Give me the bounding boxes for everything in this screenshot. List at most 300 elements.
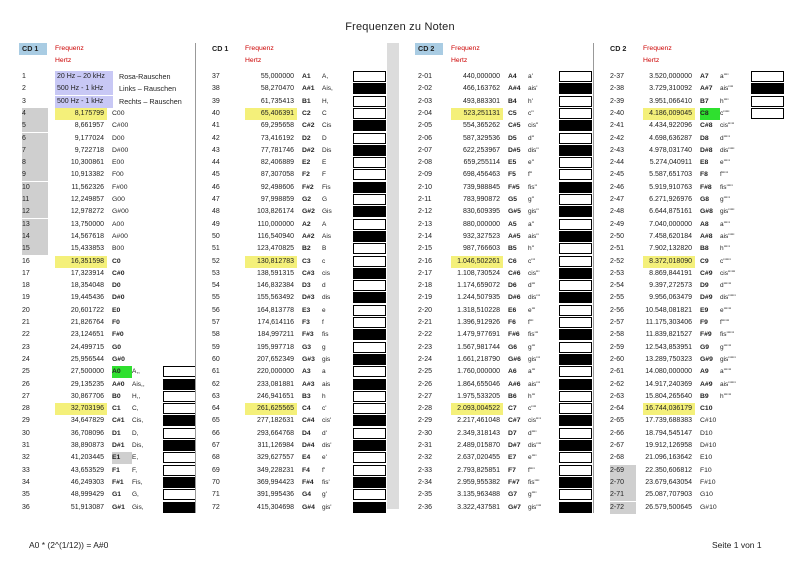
table-row <box>209 366 389 378</box>
frequency-value: 3.135,963488 <box>457 491 500 499</box>
track-number: 2-66 <box>610 429 625 437</box>
table-row <box>607 452 787 464</box>
table-row <box>415 83 595 95</box>
note-name: B4 <box>508 97 517 105</box>
column-divider <box>195 43 196 513</box>
table-row <box>607 133 787 145</box>
frequency-value: 13,750000 <box>70 220 104 228</box>
track-number: 63 <box>212 392 220 400</box>
white-piano-key <box>353 428 386 439</box>
frequency-value: 25,956544 <box>70 355 104 363</box>
track-number: 2-24 <box>418 355 433 363</box>
note-name: C#3 <box>302 269 315 277</box>
white-piano-key <box>559 256 592 267</box>
table-row <box>209 342 389 354</box>
table-row <box>209 194 389 206</box>
frequency-value: 9.956,063479 <box>649 294 692 302</box>
table-row <box>415 305 595 317</box>
track-number: 62 <box>212 380 220 388</box>
track-number: 43 <box>212 146 220 154</box>
note-name: D#10 <box>700 442 717 449</box>
black-piano-key <box>559 145 592 156</box>
table-row <box>607 354 787 366</box>
white-piano-key <box>353 71 386 82</box>
frequency-value: 14.080,000000 <box>645 368 692 376</box>
note-name: A#7 <box>700 85 713 93</box>
german-note-label: Ais <box>322 232 332 240</box>
cd-header: CD 2 <box>610 44 627 53</box>
track-number: 2-35 <box>418 491 433 499</box>
german-note-label: Fis, <box>132 478 143 486</box>
track-number: 1 <box>22 73 26 80</box>
german-note-label: Dis <box>322 146 332 154</box>
track-number: 50 <box>212 232 220 240</box>
frequency-value: 13.289,750323 <box>645 355 692 363</box>
german-note-label: d''''' <box>720 134 730 142</box>
note-name: A5 <box>508 220 517 228</box>
track-number: 65 <box>212 417 220 425</box>
german-note-label: g''' <box>528 343 536 351</box>
table-row <box>209 452 389 464</box>
german-note-label: ais'' <box>528 232 539 240</box>
note-name: C#0 <box>112 269 125 277</box>
table-row <box>415 133 595 145</box>
track-number: 61 <box>212 368 220 376</box>
note-name: B1 <box>302 97 311 105</box>
frequency-value: 11,562326 <box>71 183 104 191</box>
white-piano-key <box>353 256 386 267</box>
white-piano-key <box>353 243 386 254</box>
track-number: 67 <box>212 442 220 449</box>
german-note-label: Ais,, <box>132 380 145 388</box>
white-piano-key <box>163 391 196 402</box>
track-number: 2-44 <box>610 159 625 167</box>
track-number: 18 <box>22 282 30 290</box>
german-note-label: gis'' <box>528 208 539 216</box>
table-row <box>19 83 199 95</box>
frequency-value: 7.458,620184 <box>649 232 692 240</box>
table-row <box>415 157 595 169</box>
german-note-label: e'''' <box>528 454 537 462</box>
table-row <box>607 292 787 304</box>
note-name: C4 <box>302 405 311 413</box>
note-name: G2 <box>302 196 312 203</box>
table-row <box>19 489 199 501</box>
frequency-value: 830,609395 <box>463 208 500 216</box>
note-name: F#0 <box>112 331 124 339</box>
note-name: B9 <box>700 392 709 400</box>
table-row <box>415 379 595 391</box>
frequency-value: 369,994423 <box>257 478 294 486</box>
white-piano-key <box>751 71 784 82</box>
german-note-label: H, <box>322 97 329 105</box>
german-note-label: h''' <box>528 392 536 400</box>
german-note-label: d'''' <box>528 429 537 437</box>
table-row <box>209 354 389 366</box>
track-number: 2-02 <box>418 85 433 93</box>
german-note-label: C, <box>132 405 139 413</box>
track-number: 2-34 <box>418 478 433 486</box>
track-number: 53 <box>212 269 220 277</box>
note-name: C#00 <box>112 122 129 130</box>
frequency-value: 500 Hz - 1 kHz <box>55 83 113 95</box>
track-number: 2-07 <box>418 146 433 154</box>
table-row <box>19 120 199 132</box>
frequency-value: 97,998859 <box>260 196 294 203</box>
frequency-value: 155,563492 <box>257 294 294 302</box>
black-piano-key <box>353 182 386 193</box>
track-number: 64 <box>212 405 220 413</box>
german-note-label: D, <box>132 429 139 437</box>
track-number: 45 <box>212 171 220 179</box>
table-row <box>19 71 199 83</box>
frequency-value: 587,329536 <box>463 134 500 142</box>
table-row <box>415 366 595 378</box>
table-row <box>607 268 787 280</box>
table-row <box>209 268 389 280</box>
track-number: 2-33 <box>418 466 433 474</box>
black-piano-key <box>559 268 592 279</box>
german-note-label: h'' <box>528 245 535 253</box>
frequency-value: 9,177024 <box>74 134 104 142</box>
table-row <box>415 465 595 477</box>
track-number: 14 <box>22 231 48 243</box>
german-note-label: ais' <box>528 85 538 93</box>
note-name: E8 <box>700 159 709 167</box>
german-note-label: f <box>322 319 324 326</box>
frequency-value: 29,135235 <box>70 380 104 388</box>
track-number: 42 <box>212 134 220 142</box>
frequency-value: 415,304698 <box>257 503 294 511</box>
note-name: E1 <box>112 452 132 464</box>
note-name: D#7 <box>508 442 521 449</box>
frequency-value: 10,300861 <box>70 159 104 167</box>
track-number: 2-21 <box>418 319 433 326</box>
note-name: C#6 <box>508 269 521 277</box>
frequency-value: 18,354048 <box>70 282 104 290</box>
note-name: E5 <box>508 159 517 167</box>
table-row <box>415 120 595 132</box>
frequency-value: 277,182631 <box>257 417 294 425</box>
table-row <box>209 317 389 329</box>
note-name: F#10 <box>700 478 716 486</box>
note-name: C#5 <box>508 122 521 130</box>
table-row <box>415 452 595 464</box>
note-name: G8 <box>700 196 710 203</box>
german-note-label: ais <box>322 380 331 388</box>
black-piano-key <box>353 502 386 513</box>
track-number: 44 <box>212 159 220 167</box>
table-row <box>19 182 199 194</box>
cd-header: CD 1 <box>212 44 229 53</box>
note-name: G#8 <box>700 208 713 216</box>
black-piano-key <box>559 292 592 303</box>
table-row <box>209 305 389 317</box>
white-piano-key <box>353 489 386 500</box>
frequency-value: 12,978272 <box>70 208 104 216</box>
black-piano-key <box>559 120 592 131</box>
track-number: 2-16 <box>418 257 433 265</box>
frequency-value: 987,766603 <box>463 245 500 253</box>
frequency-value: 130,812783 <box>245 256 297 268</box>
table-row <box>415 169 595 181</box>
note-name: A#2 <box>302 232 315 240</box>
table-row <box>607 243 787 255</box>
track-number: 2-60 <box>610 355 625 363</box>
frequency-value: 2.637,020455 <box>457 454 500 462</box>
german-note-label: g' <box>322 491 327 499</box>
german-note-label: dis <box>322 294 331 302</box>
frequency-value: 659,255114 <box>463 159 500 167</box>
column-divider <box>593 43 594 513</box>
note-name: F#5 <box>508 183 520 191</box>
table-row <box>209 182 389 194</box>
german-note-label: fis'''''' <box>720 331 734 339</box>
white-piano-key <box>353 465 386 476</box>
note-name: A#6 <box>508 380 521 388</box>
frequency-value: 73,416192 <box>260 134 294 142</box>
table-row <box>209 71 389 83</box>
frequency-value: 25.087,707903 <box>645 491 692 499</box>
table-row <box>607 108 787 120</box>
table-row <box>607 206 787 218</box>
note-name: G#1 <box>112 503 125 511</box>
note-name: G#00 <box>112 208 129 216</box>
german-note-label: c''' <box>528 257 535 265</box>
note-name: F2 <box>302 171 310 179</box>
note-name: C2 <box>302 109 311 117</box>
note-name: D#6 <box>508 294 521 302</box>
note-name: G4 <box>302 491 312 499</box>
table-row <box>209 292 389 304</box>
note-name: A#4 <box>508 85 521 93</box>
table-row <box>19 256 199 268</box>
frequency-value: 87,307058 <box>260 171 294 179</box>
table-row <box>209 145 389 157</box>
table-row <box>607 169 787 181</box>
track-number: 59 <box>212 343 220 351</box>
german-note-label: E, <box>132 454 139 462</box>
table-row <box>19 169 199 181</box>
german-note-label: d''' <box>528 282 536 290</box>
track-number: 71 <box>212 491 220 499</box>
track-number: 2-50 <box>610 232 625 240</box>
table-row <box>209 477 389 489</box>
table-row <box>209 379 389 391</box>
frequency-value: 7.040,000000 <box>649 220 692 228</box>
track-number: 26 <box>22 380 30 388</box>
white-piano-key <box>163 428 196 439</box>
note-name: A2 <box>302 220 311 228</box>
track-number: 52 <box>212 257 220 265</box>
german-note-label: C <box>322 109 327 117</box>
note-name: E4 <box>302 454 311 462</box>
track-number: 2-57 <box>610 319 625 326</box>
table-row <box>607 83 787 95</box>
white-piano-key <box>559 366 592 377</box>
note-name: F#7 <box>508 478 520 486</box>
german-note-label: c'''' <box>528 405 537 413</box>
german-note-label: c <box>322 257 326 265</box>
note-name: D#9 <box>700 294 713 302</box>
frequency-value: 11.175,303406 <box>645 319 692 326</box>
table-row <box>607 366 787 378</box>
table-row <box>415 502 595 514</box>
track-number: 2-20 <box>418 306 433 314</box>
track-number: 2-19 <box>418 294 433 302</box>
frequency-value: 6.644,875161 <box>649 208 692 216</box>
table-row <box>607 305 787 317</box>
note-name: C#8 <box>700 122 713 130</box>
note-name: G#6 <box>508 355 521 363</box>
table-row <box>19 354 199 366</box>
track-number: 2-59 <box>610 343 625 351</box>
table-row <box>19 268 199 280</box>
table-row <box>19 231 199 243</box>
track-number: 12 <box>22 206 48 218</box>
frequency-value: 82,406889 <box>260 159 294 167</box>
frequency-value: 1.864,655046 <box>457 380 500 388</box>
track-number: 66 <box>212 429 220 437</box>
track-number: 51 <box>212 245 220 253</box>
table-row <box>209 206 389 218</box>
note-name: G1 <box>112 491 122 499</box>
german-note-label: fis''''' <box>720 183 733 191</box>
track-number: 29 <box>22 417 30 425</box>
frequency-value: 164,813778 <box>257 306 294 314</box>
note-name: G7 <box>508 491 518 499</box>
black-piano-key <box>163 440 196 451</box>
note-name: A#5 <box>508 232 521 240</box>
table-row <box>19 342 199 354</box>
white-piano-key <box>353 219 386 230</box>
track-number: 2-51 <box>610 245 625 253</box>
track-number: 35 <box>22 491 30 499</box>
note-name: A#8 <box>700 232 713 240</box>
track-number: 57 <box>212 319 220 326</box>
table-row <box>19 108 199 120</box>
note-name: F#2 <box>302 183 314 191</box>
cd-header: CD 2 <box>415 43 443 55</box>
german-note-label: a <box>322 368 326 376</box>
table-row <box>415 391 595 403</box>
table-row <box>19 415 199 427</box>
track-number: 38 <box>212 85 220 93</box>
white-piano-key <box>559 305 592 316</box>
table-row <box>415 415 595 427</box>
frequency-value: 293,664768 <box>257 429 294 437</box>
table-row <box>19 96 199 108</box>
frequency-value: 2.093,004522 <box>451 403 503 415</box>
footer-formula: A0 * (2^(1/12)) = A#0 <box>29 540 109 550</box>
track-number: 2-42 <box>610 134 625 142</box>
table-row <box>607 477 787 489</box>
note-name: D7 <box>508 429 517 437</box>
german-note-label: c''''' <box>720 109 730 117</box>
white-piano-key <box>559 108 592 119</box>
frequency-value: 4.698,636287 <box>649 134 692 142</box>
table-row <box>19 243 199 255</box>
black-piano-key <box>353 415 386 426</box>
frequency-value: 739,988845 <box>463 183 500 191</box>
table-row <box>19 379 199 391</box>
table-row <box>19 206 199 218</box>
table-row <box>607 428 787 440</box>
black-piano-key <box>559 415 592 426</box>
frequency-value: 311,126984 <box>257 442 294 449</box>
track-number: 2-49 <box>610 220 625 228</box>
track-number: 2-06 <box>418 134 433 142</box>
frequency-value: 440,000000 <box>463 73 500 80</box>
frequency-value: 6.271,926976 <box>649 196 692 203</box>
frequency-value: 27,500000 <box>70 368 104 376</box>
table-row <box>607 157 787 169</box>
table-row <box>19 133 199 145</box>
track-number: 46 <box>212 183 220 191</box>
table-row <box>607 145 787 157</box>
note-name: G3 <box>302 343 312 351</box>
table-row <box>19 280 199 292</box>
note-name: E7 <box>508 454 517 462</box>
table-row <box>607 342 787 354</box>
frequency-value: 14.917,240369 <box>645 380 692 388</box>
white-piano-key <box>353 157 386 168</box>
track-number: 2-01 <box>418 73 433 80</box>
track-number: 33 <box>22 466 30 474</box>
note-name: C10 <box>700 405 713 413</box>
note-name: E9 <box>700 306 709 314</box>
table-row <box>209 280 389 292</box>
track-number: 2-40 <box>610 109 625 117</box>
white-piano-key <box>559 96 592 107</box>
note-name: G0 <box>112 343 122 351</box>
german-note-label: g <box>322 343 326 351</box>
track-number: 15 <box>22 243 48 255</box>
track-number: 32 <box>22 454 30 462</box>
frequency-value: 20 Hz – 20 kHz <box>55 71 113 83</box>
track-number: 2-55 <box>610 294 625 302</box>
table-row <box>415 145 595 157</box>
note-name: E0 <box>112 306 121 314</box>
table-row <box>415 354 595 366</box>
german-note-label: gis <box>322 355 331 363</box>
track-number: 58 <box>212 331 220 339</box>
table-row <box>607 194 787 206</box>
note-name: E10 <box>700 454 713 462</box>
frequency-value: 16.744,036179 <box>643 403 695 415</box>
track-number: 3 <box>22 97 26 105</box>
german-note-label: fis'''' <box>528 478 540 486</box>
note-name: F#3 <box>302 331 314 339</box>
frequency-value: 15,433853 <box>70 245 104 253</box>
german-note-label: ais''' <box>528 380 541 388</box>
track-number: 25 <box>22 368 30 376</box>
black-piano-key <box>559 231 592 242</box>
german-note-label: d'''''' <box>720 282 732 290</box>
track-number: 48 <box>212 208 220 216</box>
frequency-value: 12.543,853951 <box>645 343 692 351</box>
track-number: 69 <box>212 466 220 474</box>
frequency-value: 1.244,507935 <box>457 294 500 302</box>
note-name: F#1 <box>112 478 124 486</box>
track-number: 2-38 <box>610 85 625 93</box>
german-note-label: cis''''' <box>720 122 735 130</box>
table-row <box>209 256 389 268</box>
black-piano-key <box>353 440 386 451</box>
german-note-label: f' <box>322 466 326 474</box>
frequency-value: 3.729,310092 <box>649 85 692 93</box>
note-name: F9 <box>700 319 708 326</box>
